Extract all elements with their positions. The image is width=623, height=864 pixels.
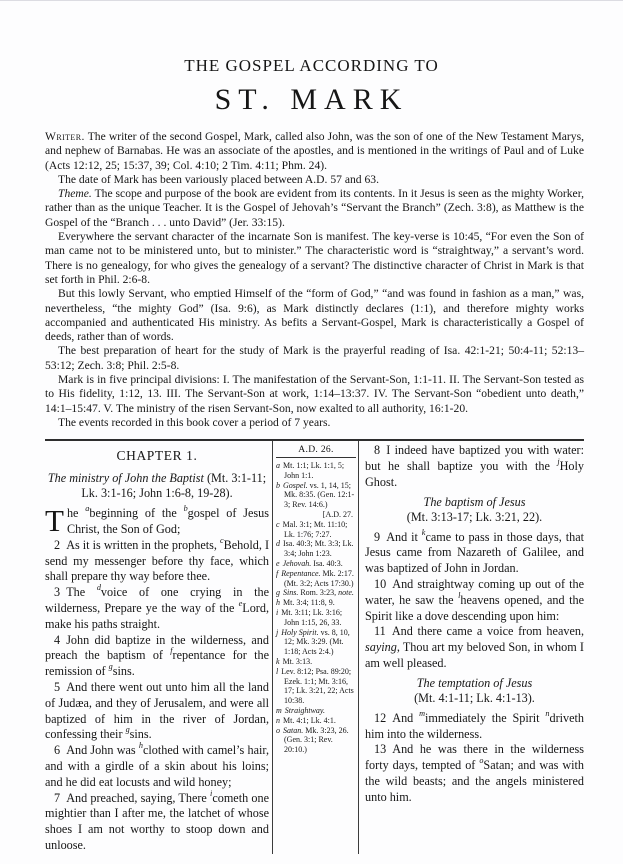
section-heading: The ministry of John the Baptist (Mt. 3:1-11; Lk. 3:1-16; John 1:6-8, 19-28).: [47, 471, 267, 501]
right-text-column: [359, 441, 584, 854]
ref-letter: m: [276, 705, 282, 715]
verse-9: 9 And it $^k$came to pass in those days, that Jesus came from Nazareth of Galilee, and was baptized of John in Jordan.: [365, 527, 585, 576]
book-title-kicker: THE GOSPEL ACCORDING TO: [184, 56, 439, 75]
section-heading: [367, 495, 582, 525]
paragraph-lead: Writer.: [45, 130, 85, 143]
intro-section: [45, 130, 584, 430]
verse-3: 3 The $^d$voice of one crying in the wilderness, Prepare ye the way of the $^e$Lord, make his paths straight.: [45, 583, 269, 631]
intro-paragraph: Theme. The scope and purpose of the book are evident from its contents. In it Jesus is seen as the mighty Worker, rather than as the unique Teacher. It is the Gospel of Jehovah’s “Servant the Branch” (Zech. 3:8), as Matthew is the Gospel of the “Branch . . . unto David” (Jer. 33:15).: [45, 187, 584, 229]
intro-paragraph: The best preparation of heart for the study of Mark is the prayerful reading of Isa. 42:1-21; 50:4-11; 52:13–53:12; Zech. 3:8; Phil. 2:5-8.: [45, 344, 584, 372]
ref-letter: o: [276, 725, 280, 735]
cross-reference-list: [276, 461, 356, 755]
cross-reference-a: a Mt. 1:1; Lk. 1:1, 5; John 1:1.: [276, 461, 345, 480]
ref-letter: g: [276, 588, 280, 598]
cross-reference-e: e Jehovah. Isa. 40:3.: [276, 559, 343, 568]
ref-letter-marker: f: [170, 646, 173, 656]
cross-reference-l: l Lev. 8:12; Psa. 89:20; Ezek. 1:1; Mt. 3:16, 17; Lk. 3:21, 22; Acts 10:38.: [276, 666, 354, 706]
ref-letter-marker: j: [557, 456, 560, 466]
paragraph-lead: Theme.: [58, 187, 92, 201]
verse-11: 11 And there came a voice from heaven, saying, Thou art my beloved Son, in whom I am well pleased.: [365, 624, 584, 670]
cross-reference-g: g Sins. Rom. 3:23, note.: [276, 588, 354, 598]
verse-5: 5 And there went out unto him all the land of Judæa, and they of Jerusalem, and were all baptized of him in the river of Jordan, confessing their $^g$sins.: [45, 680, 269, 742]
verse-10: 10 And straightway coming up out of the water, he saw the $^l$heavens opened, and the Spirit like a dove descending upon him:: [365, 577, 584, 623]
cross-reference-h: h Mt. 3:4; 11:8, 9.: [276, 598, 335, 608]
cross-reference-m: m Straightway.: [276, 705, 326, 715]
verse-7: 7 And preached, saying, There $^i$cometh one mightier than I after me, the latchet of whose shoes I am not worthy to stoop down and unloose.: [45, 788, 269, 852]
ref-letter-marker: a: [85, 504, 90, 514]
intro-paragraph: The events recorded in this book cover a period of 7 years.: [58, 415, 331, 429]
ref-letter: h: [276, 598, 280, 608]
section-heading-title: The baptism of Jesus: [423, 494, 526, 509]
section-heading-refs: (Mt. 4:1-11; Lk. 4:1-13).: [414, 690, 535, 705]
ref-letter: l: [276, 666, 279, 676]
verse-8: 8 I indeed have baptized you with water: but he shall baptize you with the $^j$Holy Ghost.: [365, 443, 584, 489]
ref-letter-marker: i: [210, 788, 213, 798]
intro-paragraph: Everywhere the servant character of the incarnate Son is manifest. The key-verse is 10:45, “For even the Son of man came not to be ministered unto, but to minister.” The characteristic word is “straightway,” a servant’s word. There is no genealogy, for who gives the genealogy of a servant? The distinctive character of Christ in Mark is that set forth in Phil. 2:6-8.: [45, 230, 584, 286]
cross-reference-n: n Mt. 4:1; Lk. 4:1.: [276, 715, 336, 725]
intro-paragraph: But this lowly Servant, who emptied Himself of the “form of God,” “and was found in fashion as a man,” was, nevertheless, “the mighty God” (Isa. 9:6), as Mark distinctly declares (1:1), and therefore mighty works accompanied and authenticated His ministry. As befits a Servant-Gospel, Mark is characteristically a Gospel of deeds, rather than of words.: [45, 287, 584, 344]
cross-reference-f: f Repentance. Mk. 2:17. (Mt. 3:2; Acts 17:30.): [276, 568, 354, 588]
ref-letter: b: [276, 480, 280, 490]
ref-letter-marker: g: [108, 662, 113, 672]
cross-reference-o: o Satan. Mk. 3:23, 26. (Gen. 3:1; Rev. 20:10.): [276, 725, 349, 755]
verse-6: 6 And John was $^h$clothed with camel’s hair, and with a girdle of a skin about his loins; and he did eat locusts and wild honey;: [45, 741, 269, 789]
drop-cap: T: [45, 503, 64, 539]
ref-letter-marker: g: [125, 725, 130, 735]
book-title: ST. MARK: [214, 83, 409, 116]
ref-letter-marker: k: [421, 527, 426, 537]
ref-letter: i: [276, 607, 279, 617]
verse-12: 12 And $^m$immediately the Spirit $^n$driveth him into the wilderness.: [365, 708, 584, 741]
cross-reference-j: j Holy Spirit. vs. 8, 10, 12; Mk. 3:29. (Mt. 1:18; Acts 2:4.): [276, 627, 350, 657]
ref-letter: c: [276, 519, 280, 529]
ref-letter-marker: e: [238, 598, 243, 608]
cross-reference-column: [272, 441, 359, 854]
verse-4: 4 John did baptize in the wilderness, and preach the baptism of $^f$repentance for the remission of $^g$sins.: [45, 632, 269, 679]
ref-letter: d: [276, 539, 280, 549]
ref-letter-marker: m: [419, 708, 426, 718]
cross-reference-k: k Mt. 3:13.: [276, 656, 313, 666]
ref-letter-marker: c: [219, 535, 224, 545]
date-heading: A.D. 26.: [276, 442, 356, 458]
verse-2: 2 As it is written in the prophets, $^c$Behold, I send my messenger before thy face, which shall prepare thy way before thee.: [45, 535, 269, 584]
intro-paragraph: Mark is in five principal divisions: I. The manifestation of the Servant-Son, 1:1-11. II. The Servant-Son tested as to His fidelity, 1:12, 13. III. The Servant-Son at work, 1:14–13:37. IV. The Servant-Son “obedient unto death,” 14:1–15:47. V. The ministry of the risen Servant-Son, now exalted to all authority, 16:1-20.: [45, 373, 584, 415]
verse-1: The $^a$beginning of the $^b$gospel of Jesus Christ, the Son of God;: [45, 503, 269, 539]
intro-paragraph: The date of Mark has been variously placed between A.D. 57 and 63.: [58, 172, 379, 186]
three-column-layout: [45, 441, 584, 854]
ref-letter: j: [276, 627, 279, 637]
intro-paragraph: Writer. The writer of the second Gospel, Mark, called also John, was the son of one of the New Testament Marys, and nephew of Barnabas. He was an associate of the apostles, and is mentioned in the writings of Paul and of Luke (Acts 12:12, 25; 15:37, 39; Col. 4:10; 2 Tim. 4:11; Phm. 24).: [45, 130, 584, 172]
ref-letter-marker: b: [183, 504, 188, 514]
left-text-column: [45, 441, 272, 854]
cross-reference-c: c Mal. 3:1; Mt. 11:10; Lk. 1:76; 7:27.: [276, 519, 348, 539]
cross-reference-d: d Isa. 40:3; Mt. 3:3; Lk. 3:4; John 1:23.: [276, 539, 354, 559]
verse-13: 13 And he was there in the wilderness forty days, tempted of $^o$Satan; and was with the wild beasts; and the angels ministered unto him.: [365, 742, 584, 804]
ref-letter: e: [276, 559, 280, 568]
ref-letter-marker: n: [545, 708, 550, 718]
cross-reference-b: b Gospel. vs. 1, 14, 15; Mk. 8:35. (Gen. 12:1-3; Rev. 14:6.) [A.D. 27.: [276, 480, 355, 520]
section-heading: [367, 676, 582, 706]
chapter-heading: CHAPTER 1.: [116, 448, 198, 464]
ref-letter-marker: o: [479, 756, 484, 766]
ref-letter: n: [276, 715, 280, 725]
ref-letter: f: [276, 568, 279, 578]
book-title-block: [0, 0, 623, 117]
ad-27-note: [A.D. 27.: [322, 510, 353, 520]
section-heading-title: The temptation of Jesus: [416, 675, 533, 690]
ref-letter-marker: h: [138, 741, 143, 751]
ref-letter: a: [276, 461, 280, 471]
section-heading-refs: (Mt. 3:13-17; Lk. 3:21, 22).: [406, 509, 543, 524]
right-column-body: [365, 443, 584, 805]
ref-letter-marker: d: [96, 583, 101, 593]
ref-letter-marker: l: [458, 590, 461, 600]
left-column-body: [45, 471, 269, 854]
ref-letter: k: [276, 656, 280, 666]
cross-reference-i: i Mt. 3:11; Lk. 3:16; John 1:15, 26, 33.: [276, 607, 343, 627]
